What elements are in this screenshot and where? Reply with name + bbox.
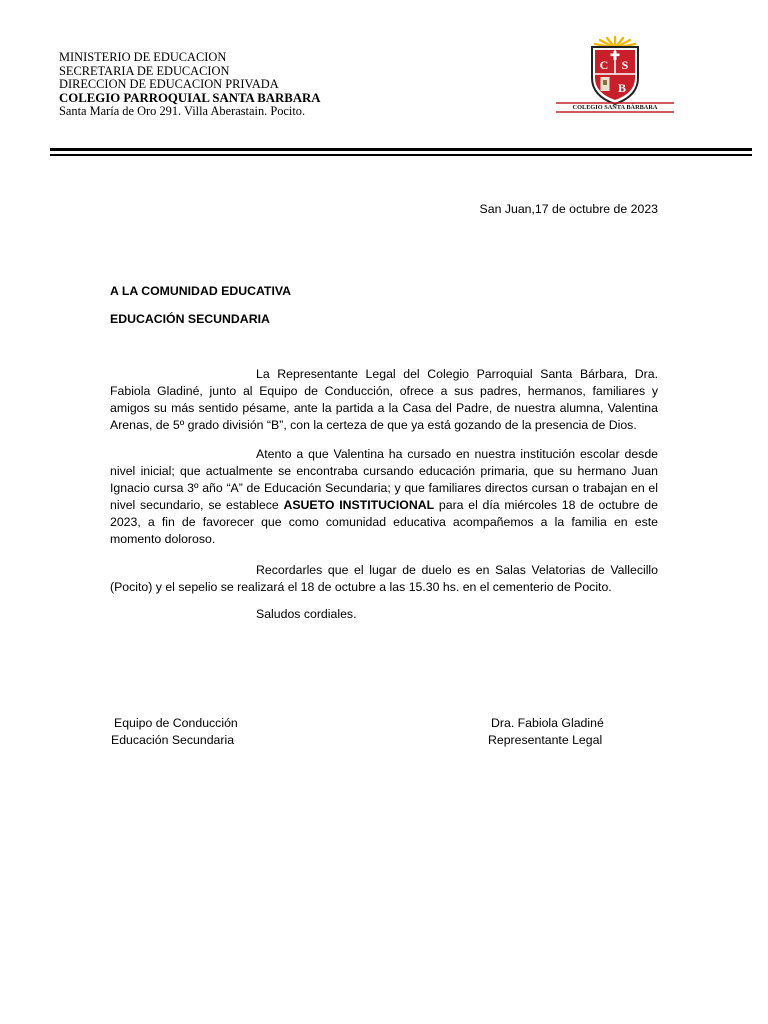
paragraph-asueto (110, 446, 658, 548)
crest-letter-c: C (599, 58, 609, 72)
signature-left-line-1: Equipo de Conducción (114, 716, 238, 730)
crest-letter-s: S (621, 58, 629, 72)
crest-letter-b: B (617, 81, 627, 95)
signature-left-line-2: Educación Secundaria (111, 733, 235, 747)
signature-right-line-2: Representante Legal (488, 733, 603, 747)
paragraph-asueto-text-1: Atento a que Valentina ha cursado en nuestra institución escolar desde nivel inicial; que actualmente se encontraba cursando educación primaria, que su hermano Juan Ignacio cursa 3º año “A” de Educación Secundaria; y que familiares directos cursan o trabajan en el nivel secundario, se establece (110, 447, 658, 512)
recipient-line-2: EDUCACIÓN SECUNDARIA (110, 312, 270, 326)
signature-left (111, 715, 238, 749)
letterhead-secretariat: SECRETARIA DE EDUCACION (59, 63, 230, 78)
logo-caption: COLEGIO SANTA BÁRBARA (572, 104, 658, 111)
letterhead-school-name: COLEGIO PARROQUIAL SANTA BARBARA (59, 90, 321, 105)
signature-right-line-1: Dra. Fabiola Gladiné (491, 716, 604, 730)
paragraph-funeral-details: Recordarles que el lugar de duelo es en Salas Velatorias de Vallecillo (Pocito) y el sepelio se realizará el 18 de octubre a las 15.30 hs. en el cementerio de Pocito. (110, 563, 658, 594)
paragraph-condolence: La Representante Legal del Colegio Parroquial Santa Bárbara, Dra. Fabiola Gladiné, junto al Equipo de Conducción, ofrece a sus padres, hermanos, familiares y amigos su más sentido pésame, ante la partida a la Casa del Padre, de nuestra alumna, Valentina Arenas, de 5º grado división “B”, con la certeza de que ya está gozando de la presencia de Dios. (110, 367, 658, 432)
header-divider-thick (50, 148, 752, 151)
closing-salutation: Saludos cordiales. (256, 607, 357, 621)
header-divider-thin (50, 154, 752, 156)
letterhead-ministry: MINISTERIO DE EDUCACION (59, 50, 227, 64)
asueto-emphasis: ASUETO INSTITUCIONAL (283, 498, 435, 512)
school-crest-logo (552, 34, 678, 116)
letterhead (59, 51, 321, 119)
recipient-line-1: A LA COMUNIDAD EDUCATIVA (110, 284, 292, 298)
letter-date: San Juan,17 de octubre de 2023 (479, 202, 658, 216)
letterhead-address: Santa María de Oro 291. Villa Aberastain. Pocito. (59, 104, 306, 118)
tower-icon (601, 77, 610, 91)
letterhead-direction: DIRECCION DE EDUCACION PRIVADA (59, 77, 279, 91)
signature-right (488, 715, 604, 749)
paragraph-asueto-text-2: para el día miércoles 18 de octubre de 2023, a fin de favorecer que como comunidad educativa acompañemos a la familia en este momento doloroso. (110, 498, 658, 546)
